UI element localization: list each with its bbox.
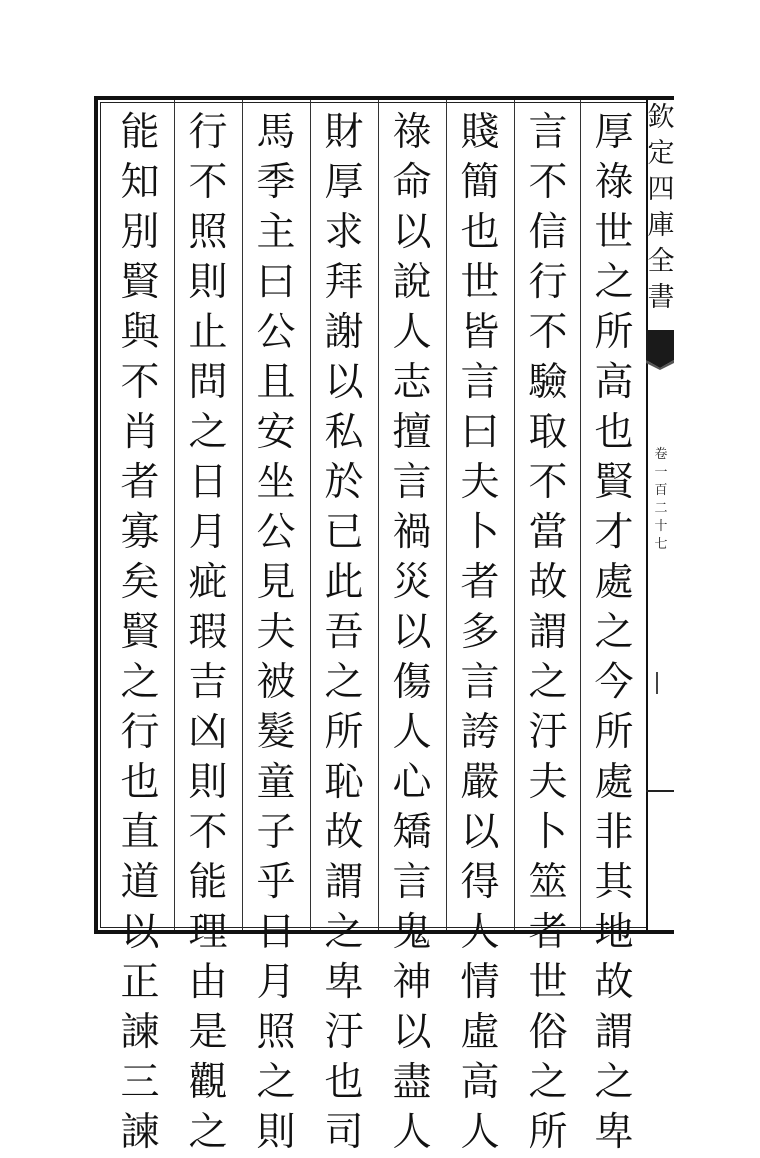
text-character: 之 xyxy=(256,1060,296,1105)
text-character: 人 xyxy=(392,710,432,755)
text-character: 嚴 xyxy=(460,760,500,805)
juan-number-character: 卷 xyxy=(654,447,668,462)
text-character: 卑 xyxy=(324,960,364,1005)
text-character: 夫 xyxy=(460,460,500,505)
text-character: 則 xyxy=(188,260,228,305)
text-character: 盡 xyxy=(392,1060,432,1105)
text-character: 今 xyxy=(594,660,634,705)
text-character: 拜 xyxy=(324,260,364,305)
text-character: 直 xyxy=(120,810,160,855)
text-character: 財 xyxy=(324,110,364,155)
text-character: 者 xyxy=(460,560,500,605)
text-character: 安 xyxy=(256,410,296,455)
text-character: 才 xyxy=(594,510,634,555)
text-character: 不 xyxy=(528,460,568,505)
text-character: 疵 xyxy=(188,560,228,605)
text-character: 信 xyxy=(528,210,568,255)
text-character: 擅 xyxy=(392,410,432,455)
text-character: 以 xyxy=(120,910,160,955)
text-character: 之 xyxy=(188,410,228,455)
text-character: 止 xyxy=(188,310,228,355)
text-character: 得 xyxy=(460,860,500,905)
text-character: 問 xyxy=(188,360,228,405)
text-character: 謂 xyxy=(528,610,568,655)
column-rule xyxy=(378,100,379,930)
text-character: 之 xyxy=(594,610,634,655)
text-character: 之 xyxy=(594,260,634,305)
text-character: 言 xyxy=(460,360,500,405)
text-character: 矯 xyxy=(392,810,432,855)
text-character: 諫 xyxy=(120,1010,160,1055)
text-character: 不 xyxy=(188,160,228,205)
text-character: 處 xyxy=(594,560,634,605)
text-character: 能 xyxy=(120,110,160,155)
text-character: 謂 xyxy=(594,1010,634,1055)
text-character: 筮 xyxy=(528,860,568,905)
text-character: 地 xyxy=(594,910,634,955)
text-column-6 xyxy=(248,108,304,1155)
text-character: 童 xyxy=(256,760,296,805)
text-character: 以 xyxy=(392,610,432,655)
text-character: 高 xyxy=(460,1060,500,1105)
text-character: 行 xyxy=(188,110,228,155)
text-character: 也 xyxy=(460,210,500,255)
text-character: 不 xyxy=(528,310,568,355)
fish-tail-mark-icon xyxy=(646,330,674,370)
text-column-8 xyxy=(112,108,168,1155)
text-character: 行 xyxy=(528,260,568,305)
text-character: 月 xyxy=(256,960,296,1005)
text-character: 虛 xyxy=(460,1010,500,1055)
text-character: 命 xyxy=(392,160,432,205)
text-character: 賢 xyxy=(120,260,160,305)
text-character: 已 xyxy=(324,510,364,555)
text-character: 以 xyxy=(460,810,500,855)
text-character: 馬 xyxy=(256,110,296,155)
text-character: 取 xyxy=(528,410,568,455)
text-character: 其 xyxy=(594,860,634,905)
collection-title-character: 書 xyxy=(647,282,675,313)
text-character: 凶 xyxy=(188,710,228,755)
text-character: 吾 xyxy=(324,610,364,655)
text-character: 卜 xyxy=(460,510,500,555)
text-character: 被 xyxy=(256,660,296,705)
text-character: 主 xyxy=(256,210,296,255)
text-character: 謝 xyxy=(324,310,364,355)
text-character: 故 xyxy=(594,960,634,1005)
text-character: 所 xyxy=(528,1110,568,1155)
text-column-2 xyxy=(520,108,576,1155)
text-character: 之 xyxy=(594,1060,634,1105)
text-character: 故 xyxy=(528,560,568,605)
text-character: 所 xyxy=(594,310,634,355)
text-character: 人 xyxy=(460,1110,500,1155)
text-character: 理 xyxy=(188,910,228,955)
text-character: 者 xyxy=(120,460,160,505)
text-character: 日 xyxy=(256,910,296,955)
text-character: 災 xyxy=(392,560,432,605)
text-character: 公 xyxy=(256,310,296,355)
collection-title-character: 欽 xyxy=(647,102,675,133)
text-character: 神 xyxy=(392,960,432,1005)
text-character: 司 xyxy=(324,1110,364,1155)
text-character: 祿 xyxy=(594,160,634,205)
text-character: 則 xyxy=(188,760,228,805)
text-character: 是 xyxy=(188,1010,228,1055)
text-character: 瑕 xyxy=(188,610,228,655)
text-character: 也 xyxy=(120,760,160,805)
juan-number xyxy=(650,446,672,554)
text-character: 言 xyxy=(392,460,432,505)
text-character: 人 xyxy=(460,910,500,955)
text-character: 也 xyxy=(324,1060,364,1105)
text-character: 人 xyxy=(392,310,432,355)
juan-number-character: 一 xyxy=(654,465,668,480)
text-character: 誇 xyxy=(460,710,500,755)
column-rule xyxy=(242,100,243,930)
column-rule xyxy=(174,100,175,930)
text-character: 恥 xyxy=(324,760,364,805)
text-character: 求 xyxy=(324,210,364,255)
text-character: 照 xyxy=(256,1010,296,1055)
text-character: 汙 xyxy=(528,710,568,755)
text-character: 則 xyxy=(256,1110,296,1155)
text-character: 別 xyxy=(120,210,160,255)
text-character: 子 xyxy=(256,810,296,855)
text-column-1 xyxy=(586,108,642,1155)
text-character: 非 xyxy=(594,810,634,855)
text-character: 世 xyxy=(594,210,634,255)
text-character: 吉 xyxy=(188,660,228,705)
text-character: 汙 xyxy=(324,1010,364,1055)
text-character: 所 xyxy=(594,710,634,755)
margin-tick xyxy=(656,672,658,694)
text-character: 卑 xyxy=(594,1110,634,1155)
text-character: 夫 xyxy=(528,760,568,805)
text-character: 髮 xyxy=(256,710,296,755)
text-character: 之 xyxy=(528,1060,568,1105)
text-character: 曰 xyxy=(460,410,500,455)
juan-number-character: 二 xyxy=(654,501,668,516)
text-character: 謂 xyxy=(324,860,364,905)
text-character: 賢 xyxy=(594,460,634,505)
column-rule xyxy=(310,100,311,930)
text-character: 矣 xyxy=(120,560,160,605)
text-character: 之 xyxy=(528,660,568,705)
text-character: 見 xyxy=(256,560,296,605)
text-column-4 xyxy=(384,108,440,1155)
juan-number-character: 七 xyxy=(654,537,668,552)
text-character: 志 xyxy=(392,360,432,405)
text-character: 言 xyxy=(392,860,432,905)
text-character: 以 xyxy=(392,1010,432,1055)
text-character: 厚 xyxy=(594,110,634,155)
text-character: 之 xyxy=(120,660,160,705)
text-character: 所 xyxy=(324,710,364,755)
text-column-7 xyxy=(180,108,236,1155)
text-character: 心 xyxy=(392,760,432,805)
column-rule xyxy=(514,100,515,930)
text-character: 道 xyxy=(120,860,160,905)
text-character: 曰 xyxy=(256,260,296,305)
text-character: 以 xyxy=(392,210,432,255)
text-character: 者 xyxy=(528,910,568,955)
text-character: 於 xyxy=(324,460,364,505)
text-character: 情 xyxy=(460,960,500,1005)
text-character: 說 xyxy=(392,260,432,305)
text-character: 以 xyxy=(324,360,364,405)
text-character: 季 xyxy=(256,160,296,205)
text-character: 坐 xyxy=(256,460,296,505)
text-character: 厚 xyxy=(324,160,364,205)
text-character: 言 xyxy=(528,110,568,155)
text-character: 知 xyxy=(120,160,160,205)
text-character: 鬼 xyxy=(392,910,432,955)
text-character: 能 xyxy=(188,860,228,905)
text-character: 故 xyxy=(324,810,364,855)
text-character: 不 xyxy=(528,160,568,205)
text-character: 之 xyxy=(188,1110,228,1155)
text-character: 此 xyxy=(324,560,364,605)
text-character: 賤 xyxy=(460,110,500,155)
text-character: 不 xyxy=(120,360,160,405)
text-character: 言 xyxy=(460,660,500,705)
text-character: 公 xyxy=(256,510,296,555)
text-character: 多 xyxy=(460,610,500,655)
text-character: 寡 xyxy=(120,510,160,555)
text-character: 祿 xyxy=(392,110,432,155)
juan-number-character: 百 xyxy=(654,483,668,498)
collection-title xyxy=(648,100,674,316)
text-character: 日 xyxy=(188,460,228,505)
text-character: 之 xyxy=(324,910,364,955)
text-character: 行 xyxy=(120,710,160,755)
juan-number-character: 十 xyxy=(654,519,668,534)
text-character: 世 xyxy=(528,960,568,1005)
column-rule xyxy=(580,100,581,930)
text-character: 且 xyxy=(256,360,296,405)
text-column-3 xyxy=(452,108,508,1155)
margin-rule-horizontal xyxy=(646,790,674,792)
text-character: 照 xyxy=(188,210,228,255)
text-character: 不 xyxy=(188,810,228,855)
text-character: 人 xyxy=(392,1110,432,1155)
text-character: 傷 xyxy=(392,660,432,705)
text-character: 世 xyxy=(460,260,500,305)
text-character: 與 xyxy=(120,310,160,355)
text-character: 皆 xyxy=(460,310,500,355)
text-character: 之 xyxy=(324,660,364,705)
text-character: 賢 xyxy=(120,610,160,655)
collection-title-character: 庫 xyxy=(647,210,675,241)
text-character: 驗 xyxy=(528,360,568,405)
text-character: 月 xyxy=(188,510,228,555)
text-character: 三 xyxy=(120,1060,160,1105)
text-character: 也 xyxy=(594,410,634,455)
collection-title-character: 全 xyxy=(647,246,675,277)
text-character: 肖 xyxy=(120,410,160,455)
text-character: 高 xyxy=(594,360,634,405)
text-character: 當 xyxy=(528,510,568,555)
text-character: 諫 xyxy=(120,1110,160,1155)
text-character: 禍 xyxy=(392,510,432,555)
text-character: 卜 xyxy=(528,810,568,855)
text-character: 正 xyxy=(120,960,160,1005)
column-rule xyxy=(446,100,447,930)
text-character: 觀 xyxy=(188,1060,228,1105)
text-character: 俗 xyxy=(528,1010,568,1055)
text-character: 夫 xyxy=(256,610,296,655)
text-character: 私 xyxy=(324,410,364,455)
text-character: 處 xyxy=(594,760,634,805)
text-character: 由 xyxy=(188,960,228,1005)
collection-title-character: 四 xyxy=(647,174,675,205)
text-column-5 xyxy=(316,108,372,1155)
text-character: 乎 xyxy=(256,860,296,905)
collection-title-character: 定 xyxy=(647,138,675,169)
text-character: 簡 xyxy=(460,160,500,205)
